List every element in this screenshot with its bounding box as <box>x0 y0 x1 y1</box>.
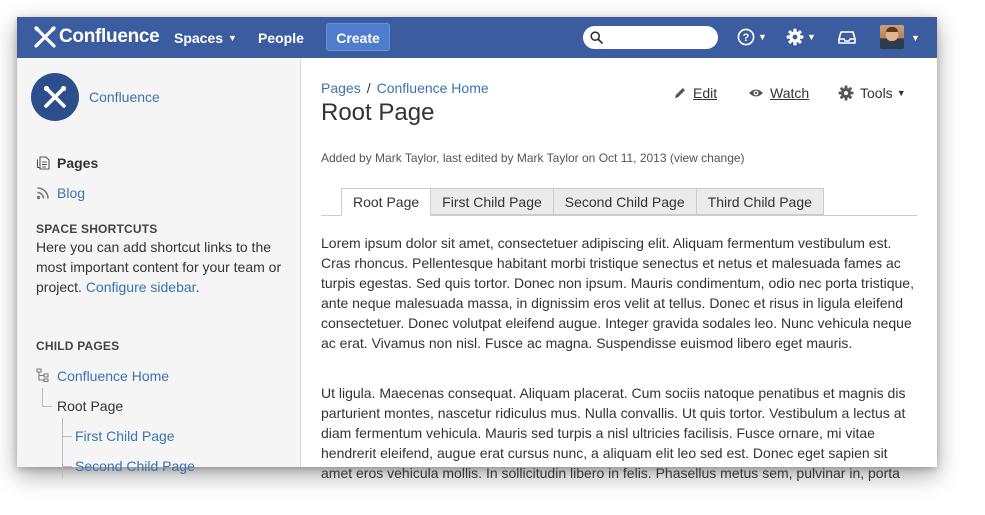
tab-second-child-page[interactable]: Second Child Page <box>554 188 697 215</box>
space-shortcuts-text: Here you can add shortcut links to the most important content for your team or project. Configure sidebar. <box>36 239 282 295</box>
main-content <box>301 58 937 481</box>
user-avatar[interactable] <box>880 25 904 49</box>
page-tree-icon <box>36 368 50 382</box>
tree-connector <box>62 436 72 437</box>
shortcuts-description: Here you can add shortcut links to the most important content for your team or project. <box>36 239 282 295</box>
chevron-down-icon: ▼ <box>911 33 920 43</box>
sidebar-item-blog[interactable] <box>36 185 85 201</box>
breadcrumb-separator: / <box>366 80 371 96</box>
tree-connector <box>62 466 72 467</box>
edit-button[interactable] <box>673 85 717 101</box>
chevron-down-icon: ▼ <box>807 32 816 42</box>
chevron-down-icon: ▼ <box>228 32 237 43</box>
page-title: Root Page <box>321 99 435 126</box>
notifications-button[interactable] <box>838 26 856 48</box>
chevron-down-icon: ▼ <box>758 32 767 42</box>
sidebar-item-label: Blog <box>57 185 86 201</box>
sidebar-item-label: Pages <box>57 155 99 171</box>
breadcrumb-pages[interactable]: Pages <box>321 80 361 96</box>
brand-name: Confluence <box>59 26 160 47</box>
confluence-x-icon <box>42 84 68 110</box>
tree-connector <box>62 418 63 478</box>
inbox-icon <box>838 29 856 45</box>
nav-spaces-label: Spaces <box>174 29 224 46</box>
avatar-hair <box>886 27 898 32</box>
space-name-link[interactable]: Confluence <box>89 89 160 105</box>
tab-root-page[interactable]: Root Page <box>341 188 431 216</box>
tree-item-confluence-home[interactable]: Confluence Home <box>57 368 170 384</box>
configure-sidebar-link[interactable]: Configure sidebar <box>85 279 196 295</box>
confluence-logo[interactable] <box>33 25 159 49</box>
confluence-x-icon <box>33 26 57 48</box>
search-input[interactable] <box>583 26 718 49</box>
eye-icon <box>748 87 764 99</box>
tools-menu[interactable] <box>838 85 906 101</box>
tree-item-second-child[interactable]: Second Child Page <box>75 458 195 474</box>
space-logo[interactable] <box>31 73 79 121</box>
user-menu-caret[interactable] <box>908 27 920 49</box>
sidebar <box>17 58 301 474</box>
tree-connector <box>42 388 43 406</box>
pages-icon <box>36 156 50 170</box>
tab-first-child-page[interactable]: First Child Page <box>431 188 554 215</box>
breadcrumb-confluence-home[interactable]: Confluence Home <box>376 80 489 96</box>
nav-people-label: People <box>258 29 304 46</box>
tree-connector <box>42 406 52 407</box>
tab-third-child-page[interactable]: Third Child Page <box>697 188 824 215</box>
svg-text:?: ? <box>742 32 750 45</box>
tree-item-first-child[interactable]: First Child Page <box>75 428 175 444</box>
confluence-window <box>17 17 937 481</box>
page-metadata: Added by Mark Taylor, last edited by Mark Taylor on Oct 11, 2013 (view change) <box>321 151 745 165</box>
sidebar-item-pages[interactable] <box>36 155 98 171</box>
pencil-icon <box>673 86 687 100</box>
space-shortcuts-heading: SPACE SHORTCUTS <box>36 222 158 236</box>
watch-button[interactable] <box>748 85 809 101</box>
edit-label: Edit <box>693 85 718 101</box>
settings-menu[interactable] <box>786 26 816 48</box>
tools-label: Tools <box>860 85 893 101</box>
blog-icon <box>36 186 50 200</box>
nav-people[interactable] <box>258 17 304 58</box>
breadcrumb <box>321 80 489 96</box>
nav-spaces[interactable] <box>174 17 237 58</box>
body-paragraph: Lorem ipsum dolor sit amet, consectetuer adipiscing elit. Aliquam fermentum vestibulum est. Cras rhoncus. Pellentesque habitant morbi tristique senectus et netus et malesuada fames ac turpis egestas. Sed quis tortor. Donec non ipsum. Mauris condimentum, odio nec porta tristique, ante neque malesuada massa, in dignissim eros velit at tellus. Donec et risus in ligula eleifend consectetuer. Donec volutpat eleifend augue. Integer gravida sodales leo. Nunc vehicula neque ac erat. Vivamus non nisl. Fusce ac magna. Suspendisse euismod libero eget mauris. <box>321 235 914 351</box>
chevron-down-icon: ▼ <box>896 88 906 98</box>
help-icon <box>737 28 755 46</box>
top-navigation-bar <box>17 17 937 58</box>
help-menu[interactable] <box>737 26 767 48</box>
body-paragraph: Ut ligula. Maecenas consequat. Aliquam placerat. Cum sociis natoque penatibus et magnis dis parturient montes, nascetur ridiculus mus. Nulla convallis. Ut quis tortor. Vestibulum a lectus at diam fermentum vehicula. Mauris sed turpis a nisl ultricies facilisis. Fusce ornare, mi vitae hendrerit eleifend, augue erat cursus nunc, a aliquam elit leo sed est. Donec eget sapien sit amet eros vehicula mollis. In sollicitudin libero in felis. Phasellus metus sem, pulvinar in, porta <box>321 385 906 481</box>
gear-icon <box>786 28 804 46</box>
child-pages-heading: CHILD PAGES <box>36 339 120 353</box>
watch-label: Watch <box>770 85 810 101</box>
create-button[interactable]: Create <box>326 23 390 51</box>
gear-icon <box>838 85 854 101</box>
search-icon <box>590 31 603 44</box>
page-tabs <box>341 188 824 216</box>
tree-item-root-page[interactable]: Root Page <box>57 398 124 414</box>
